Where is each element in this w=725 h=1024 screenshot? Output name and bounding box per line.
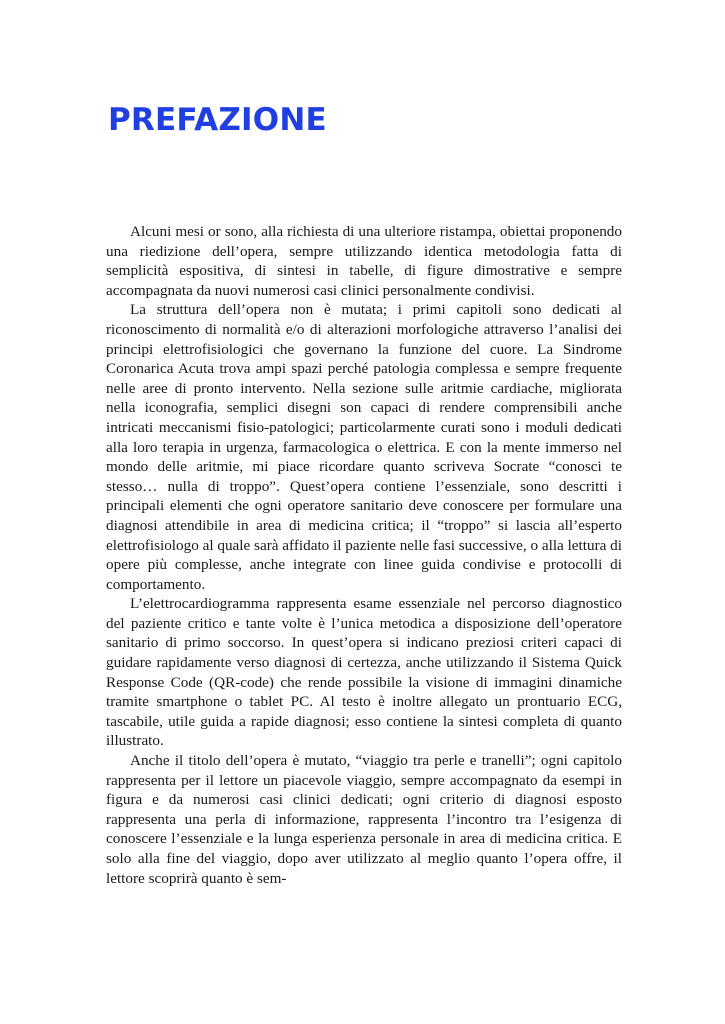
body-text: [106, 222, 622, 888]
paragraph: L’elettrocardiogramma rappresenta esame essenziale nel percorso diagnostico del paziente critico e tante volte è l’unica metodica a disposizione dell’operatore sanitario di primo soccorso. In quest’opera si indicano preziosi criteri capaci di guidare rapidamente verso diagnosi di certezza, anche utilizzando il Sistema Quick Response Code (QR-code) che rende possibile la visione di immagini dinamiche tramite smartphone o tablet PC. Al testo è inoltre allegato un prontuario ECG, tascabile, utile guida a rapide diagnosi; esso contiene la sintesi completa di quanto illustrato.: [106, 595, 622, 750]
paragraph: Anche il titolo dell’opera è mutato, “viaggio tra perle e tranelli”; ogni capitolo rappresenta per il lettore un piacevole viaggio, sempre accompagnato da esempi in figura e da numerosi casi clinici dedicati; ogni criterio di diagnosi esposto rappresenta una perla di informazione, rappresenta l’incontro tra l’esigenza di conoscere l’essenziale e la lunga esperienza personale in area di medicina critica. E solo alla fine del viaggio, dopo aver utilizzato al meglio quanto l’opera offre, il lettore scoprirà quanto è sem-: [106, 752, 622, 887]
paragraph: La struttura dell’opera non è mutata; i primi capitoli sono dedicati al riconoscimento di normalità e/o di alterazioni morfologiche attraverso l’analisi dei principi elettrofisiologici che governano la funzione del cuore. La Sindrome Coronarica Acuta trova ampi spazi perché patologia complessa e sempre frequente nelle aree di pronto intervento. Nella sezione sulle aritmie cardiache, migliorata nella iconografia, semplici disegni son capaci di rendere comprensibili anche intricati meccanismi fisio-patologici; particolarmente curati sono i moduli dedicati alla loro terapia in urgenza, farmacologica o elettrica. E con la mente immerso nel mondo delle aritmie, mi piace ricordare quanto scriveva Socrate “conosci te stesso… nulla di troppo”. Quest’opera contiene l’essenziale, sono descritti i principali elementi che ogni operatore sanitario deve conoscere per formulare una diagnosi attendibile in area di medicina critica; il “troppo” si lascia all’esperto elettrofisiologo al quale sarà affidato il paziente nelle fasi successive, o alla lettura di opere più complesse, anche integrate con linee guida condivise e protocolli di comportamento.: [106, 301, 622, 593]
page-title: PREFAZIONE: [108, 102, 327, 138]
paragraph: Alcuni mesi or sono, alla richiesta di una ulteriore ristampa, obiettai proponendo una riedizione dell’opera, sempre utilizzando identica metodologia fatta di semplicità espositiva, di sintesi in tabelle, di figure dimostrative e sempre accompagnata da nuovi numerosi casi clinici personalmente condivisi.: [106, 223, 622, 299]
